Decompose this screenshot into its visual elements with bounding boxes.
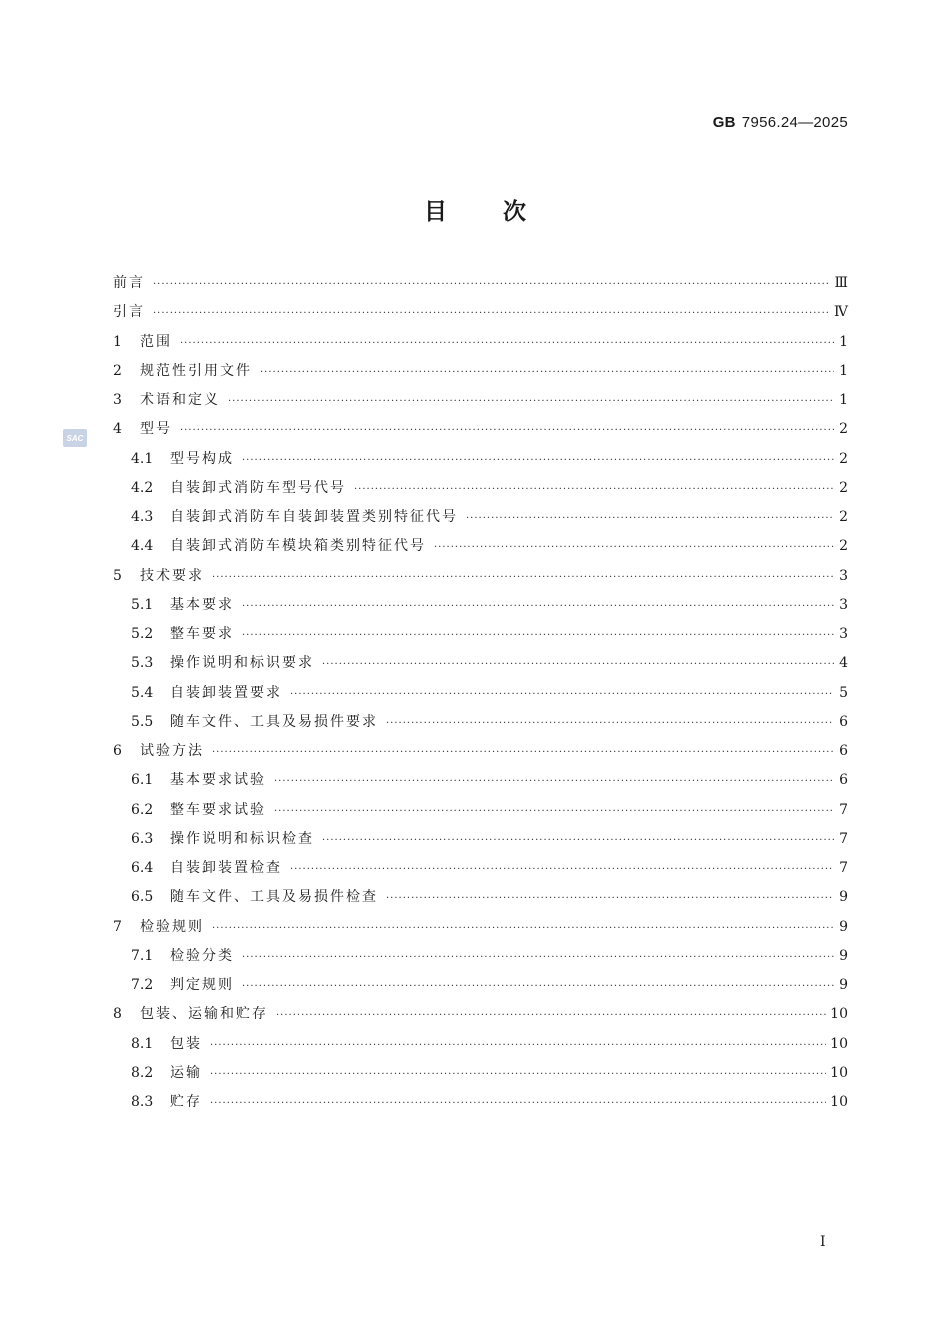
toc-leader-dots — [274, 767, 834, 796]
toc-entry-number: 4 — [113, 421, 122, 438]
toc-entry-page: Ⅳ — [834, 304, 848, 321]
toc-entry-page: 1 — [839, 362, 848, 379]
toc-entry[interactable] — [113, 971, 848, 1000]
toc-entry-page: 6 — [839, 713, 848, 730]
toc-leader-dots — [153, 270, 830, 299]
toc-entry-number: 6.3 — [131, 830, 154, 847]
toc-entry-number: 4.3 — [131, 509, 154, 525]
toc-leader-dots — [434, 533, 834, 562]
toc-leader-dots — [180, 329, 834, 358]
toc-entry-number: 6.1 — [131, 772, 154, 789]
toc-entry-number: 8.1 — [131, 1035, 154, 1052]
toc-entry-label: 自装卸式消防车型号代号 — [170, 479, 346, 496]
toc-entry-number: 5.1 — [131, 596, 154, 613]
toc-entry[interactable] — [113, 1088, 848, 1117]
toc-entry-page: 7 — [839, 801, 848, 818]
toc-leader-dots — [274, 797, 834, 826]
toc-entry-number: 2 — [113, 362, 122, 379]
toc-entry-label: 操作说明和标识检查 — [170, 830, 314, 847]
toc-entry-page: 10 — [830, 1064, 848, 1081]
toc-entry-number: 5.2 — [131, 626, 154, 642]
toc-leader-dots — [212, 738, 834, 767]
toc-leader-dots — [322, 650, 834, 679]
toc-entry-label: 随车文件、工具及易损件检查 — [170, 889, 378, 906]
toc-entry-page: 9 — [839, 918, 848, 935]
toc-entry-number: 7.1 — [131, 947, 154, 964]
toc-entry-page: 10 — [830, 1006, 848, 1023]
toc-entry-page: 3 — [839, 596, 848, 613]
toc-entry-page: 1 — [839, 333, 848, 350]
toc-entry-label: 术语和定义 — [140, 392, 220, 408]
toc-entry-number: 4.1 — [131, 450, 154, 467]
toc-entry-number: 8.3 — [131, 1094, 154, 1110]
toc-leader-dots — [212, 914, 834, 943]
toc-entry-label: 自装卸装置检查 — [170, 860, 282, 876]
toc-leader-dots — [386, 709, 834, 738]
toc-entry[interactable] — [113, 562, 848, 591]
toc-entry-page: 9 — [839, 947, 848, 964]
toc-leader-dots — [322, 826, 834, 855]
toc-leader-dots — [210, 1060, 826, 1089]
toc-entry[interactable] — [113, 532, 848, 561]
toc-entry-label: 检验分类 — [170, 947, 234, 964]
toc-leader-dots — [242, 592, 834, 621]
page-title — [0, 193, 950, 226]
toc-entry-page: 2 — [839, 538, 848, 555]
toc-entry[interactable] — [113, 591, 848, 620]
toc-entry-label: 整车要求试验 — [170, 801, 266, 818]
toc-entry-label: 检验规则 — [140, 918, 204, 935]
toc-entry[interactable] — [113, 328, 848, 357]
toc-entry-label: 随车文件、工具及易损件要求 — [170, 713, 378, 730]
toc-leader-dots — [242, 943, 834, 972]
toc-entry-label: 基本要求试验 — [170, 772, 266, 789]
toc-entry[interactable] — [113, 1000, 848, 1029]
toc-entry-label: 自装卸式消防车自装卸装置类别特征代号 — [170, 509, 458, 525]
toc-entry[interactable] — [113, 708, 848, 737]
toc-entry[interactable] — [113, 415, 848, 444]
toc-entry-page: 5 — [839, 684, 848, 701]
toc-entry-number: 4.4 — [131, 538, 154, 555]
toc-leader-dots — [210, 1089, 826, 1118]
toc-entry-number: 5.4 — [131, 684, 154, 701]
footer-page-number: I — [820, 1234, 826, 1250]
toc-entry-label: 判定规则 — [170, 977, 234, 993]
toc-entry-number: 8 — [113, 1006, 122, 1023]
toc-entry-page: 7 — [839, 830, 848, 847]
toc-leader-dots — [466, 504, 834, 533]
toc-leader-dots — [210, 1031, 826, 1060]
toc-entry-label: 范围 — [140, 333, 172, 350]
toc-entry[interactable] — [113, 1059, 848, 1088]
toc-entry-label: 引言 — [113, 304, 145, 321]
toc-entry[interactable] — [113, 854, 848, 883]
toc-leader-dots — [212, 563, 834, 592]
toc-entry-page: 6 — [839, 743, 848, 759]
toc-entry-number: 5.5 — [131, 713, 154, 730]
title-char-1: 目 — [424, 199, 447, 225]
toc-entry-label: 基本要求 — [170, 596, 234, 613]
toc-leader-dots — [242, 972, 834, 1001]
title-char-2: 次 — [503, 199, 526, 225]
toc-entry[interactable] — [113, 445, 848, 474]
toc-entry-page: 10 — [830, 1094, 848, 1110]
toc-leader-dots — [228, 387, 834, 416]
toc-entry-label: 操作说明和标识要求 — [170, 655, 314, 672]
toc-entry[interactable] — [113, 386, 848, 415]
toc-entry-page: 6 — [839, 772, 848, 789]
toc-entry[interactable] — [113, 825, 848, 854]
toc-leader-dots — [260, 358, 834, 387]
toc-entry-number: 8.2 — [131, 1064, 154, 1081]
toc-leader-dots — [290, 855, 834, 884]
toc-entry[interactable] — [113, 1030, 848, 1059]
toc-entry-page: 3 — [839, 567, 848, 584]
toc-entry-page: 2 — [839, 479, 848, 496]
toc-entry[interactable] — [113, 679, 848, 708]
toc-entry-page: 2 — [839, 421, 848, 438]
standard-prefix: GB — [712, 114, 736, 131]
toc-entry-label: 包装、运输和贮存 — [140, 1006, 268, 1023]
toc-entry-page: 3 — [839, 626, 848, 642]
toc-entry-number: 7 — [113, 918, 122, 935]
standard-code — [713, 114, 848, 131]
toc-entry-number: 4.2 — [131, 479, 154, 496]
toc-entry-label: 试验方法 — [140, 743, 204, 759]
toc-entry-label: 技术要求 — [140, 567, 204, 584]
toc-entry-label: 型号 — [140, 421, 172, 438]
toc-leader-dots — [153, 299, 830, 328]
toc-entry-page: 7 — [839, 860, 848, 876]
toc-entry-number: 6.2 — [131, 801, 154, 818]
toc-leader-dots — [386, 884, 834, 913]
toc-entry[interactable] — [113, 766, 848, 795]
toc-entry[interactable] — [113, 942, 848, 971]
toc-entry-page: 4 — [839, 655, 848, 672]
toc-entry[interactable] — [113, 737, 848, 766]
toc-entry-label: 运输 — [170, 1064, 202, 1081]
toc-entry-number: 1 — [113, 333, 122, 350]
toc-entry-label: 贮存 — [170, 1094, 202, 1110]
toc-entry-page: 2 — [839, 509, 848, 525]
toc-entry-label: 包装 — [170, 1035, 202, 1052]
toc-entry-label: 前言 — [113, 275, 145, 291]
toc-entry[interactable] — [113, 269, 848, 298]
toc-leader-dots — [290, 680, 834, 709]
toc-entry-page: 1 — [839, 392, 848, 408]
toc-leader-dots — [276, 1001, 826, 1030]
standard-number: 7956.24—2025 — [741, 114, 848, 131]
toc-entry-number: 5.3 — [131, 655, 154, 672]
toc-entry-number: 3 — [113, 392, 122, 408]
toc-entry-number: 7.2 — [131, 977, 154, 993]
toc-entry-page: Ⅲ — [834, 275, 848, 291]
toc-entry[interactable] — [113, 503, 848, 532]
toc-leader-dots — [242, 446, 834, 475]
toc-leader-dots — [242, 621, 834, 650]
toc-entry[interactable] — [113, 620, 848, 649]
table-of-contents — [113, 269, 848, 1117]
toc-entry-page: 10 — [830, 1035, 848, 1052]
toc-entry-page: 9 — [839, 889, 848, 906]
svg-text:SAC: SAC — [66, 434, 84, 443]
toc-entry[interactable] — [113, 357, 848, 386]
toc-entry-page: 2 — [839, 450, 848, 467]
toc-entry-label: 自装卸装置要求 — [170, 684, 282, 701]
toc-entry-number: 5 — [113, 567, 122, 584]
toc-entry[interactable] — [113, 298, 848, 327]
toc-entry-number: 6 — [113, 743, 122, 759]
toc-entry-number: 6.5 — [131, 889, 154, 906]
toc-entry-number: 6.4 — [131, 860, 154, 876]
sac-watermark-logo — [62, 427, 88, 449]
toc-entry-page: 9 — [839, 977, 848, 993]
toc-entry[interactable] — [113, 474, 848, 503]
toc-entry[interactable] — [113, 883, 848, 912]
toc-leader-dots — [354, 475, 834, 504]
toc-entry-label: 整车要求 — [170, 626, 234, 642]
toc-entry-label: 自装卸式消防车模块箱类别特征代号 — [170, 538, 426, 555]
toc-leader-dots — [180, 416, 834, 445]
toc-entry[interactable] — [113, 796, 848, 825]
toc-entry[interactable] — [113, 913, 848, 942]
toc-entry[interactable] — [113, 649, 848, 678]
toc-entry-label: 规范性引用文件 — [140, 362, 252, 379]
toc-entry-label: 型号构成 — [170, 450, 234, 467]
